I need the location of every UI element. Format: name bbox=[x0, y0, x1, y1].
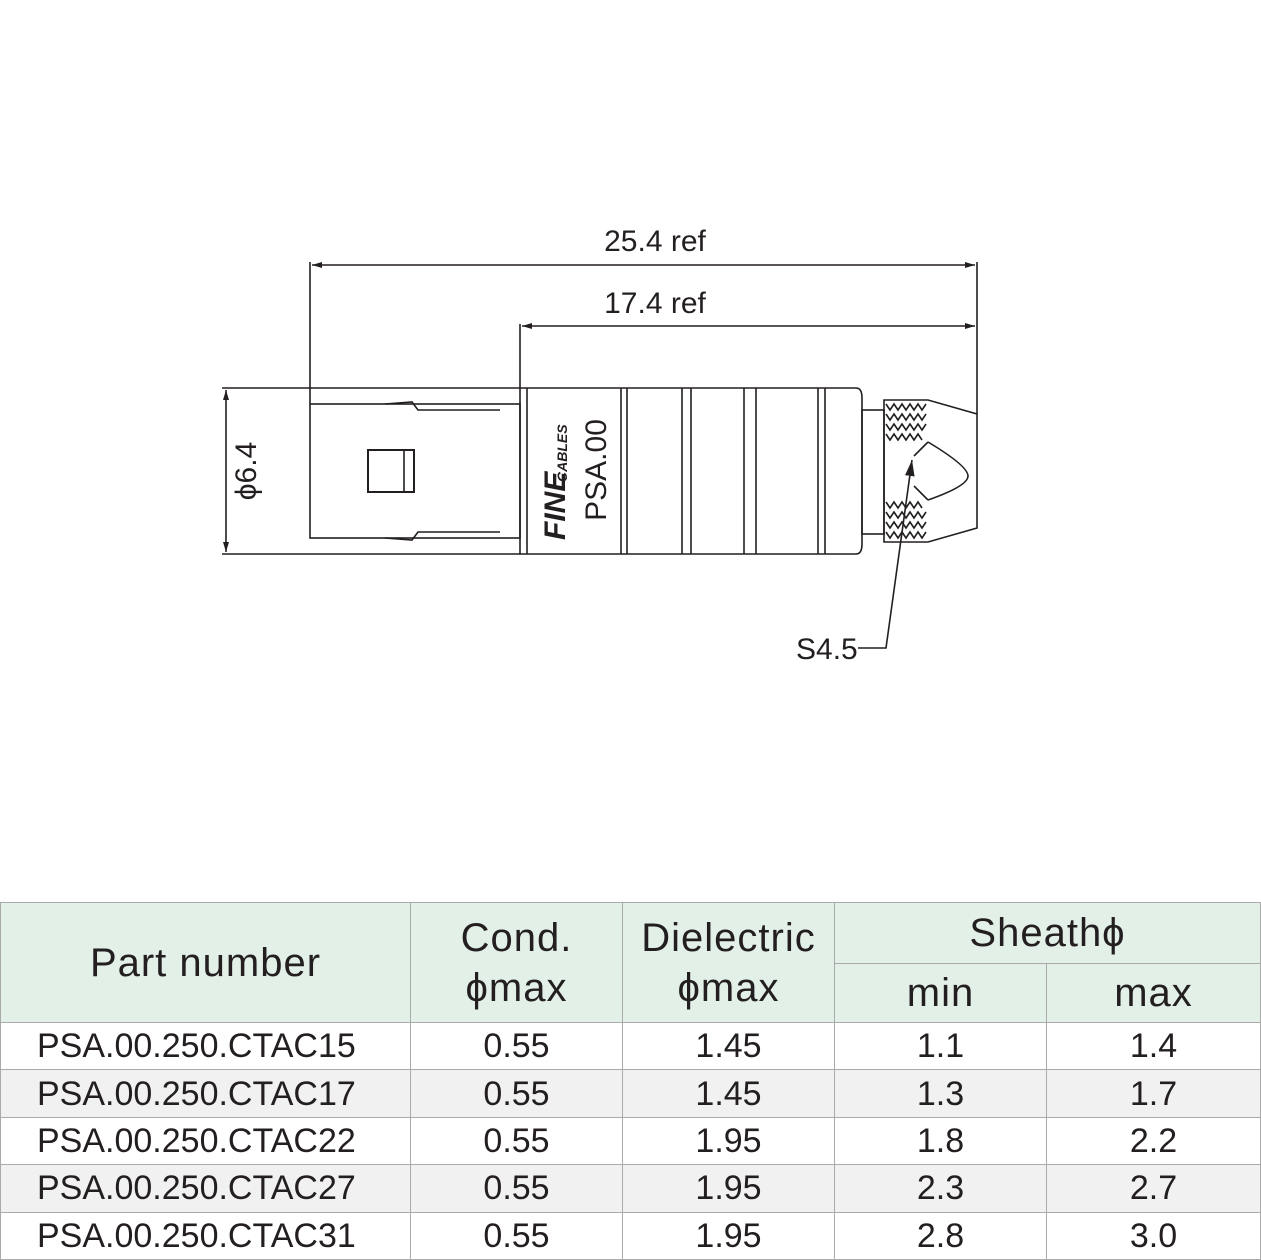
header-part-number: Part number bbox=[1, 903, 411, 1023]
knurling-pattern bbox=[886, 404, 926, 538]
leader-line-wrench bbox=[858, 460, 912, 648]
nut-flat bbox=[928, 442, 968, 500]
header-diel-line2: ϕmax bbox=[677, 965, 780, 1010]
cell-part-number: PSA.00.250.CTAC17 bbox=[1, 1070, 411, 1117]
connector-neck bbox=[862, 410, 884, 534]
table-row bbox=[1, 1117, 1261, 1164]
table-row bbox=[1, 1070, 1261, 1117]
model-label: PSA.00 bbox=[580, 419, 613, 521]
brand-logo-fine: FINE bbox=[539, 471, 572, 540]
cell-sheath-max: 1.7 bbox=[1047, 1070, 1261, 1117]
table-row bbox=[1, 1212, 1261, 1259]
cell-sheath-min: 2.8 bbox=[835, 1212, 1047, 1259]
header-dielectric bbox=[623, 903, 835, 1023]
dimension-label-diameter: ϕ6.4 bbox=[230, 441, 263, 501]
header-diel-line1: Dielectric bbox=[641, 915, 816, 960]
cell-part-number: PSA.00.250.CTAC22 bbox=[1, 1117, 411, 1164]
cell-sheath-max: 1.4 bbox=[1047, 1023, 1261, 1070]
spec-table bbox=[0, 902, 1261, 1260]
header-sheath-min: min bbox=[835, 964, 1047, 1023]
dimension-label-wrench: S4.5 bbox=[796, 633, 858, 666]
nut-flat-tip bbox=[914, 442, 928, 500]
cell-dielectric: 1.95 bbox=[623, 1117, 835, 1164]
cell-dielectric: 1.95 bbox=[623, 1212, 835, 1259]
cell-dielectric: 1.95 bbox=[623, 1165, 835, 1212]
cell-part-number: PSA.00.250.CTAC27 bbox=[1, 1165, 411, 1212]
cell-sheath-min: 2.3 bbox=[835, 1165, 1047, 1212]
brand-logo-cables: CABLES bbox=[554, 424, 570, 482]
header-sheath-max: max bbox=[1047, 964, 1261, 1023]
cell-cond: 0.55 bbox=[411, 1212, 623, 1259]
cell-sheath-max: 2.2 bbox=[1047, 1117, 1261, 1164]
latch-window bbox=[368, 450, 414, 492]
table-row bbox=[1, 1023, 1261, 1070]
cell-sheath-min: 1.3 bbox=[835, 1070, 1047, 1117]
cell-cond: 0.55 bbox=[411, 1165, 623, 1212]
cell-sheath-max: 3.0 bbox=[1047, 1212, 1261, 1259]
cell-cond: 0.55 bbox=[411, 1070, 623, 1117]
cell-dielectric: 1.45 bbox=[623, 1023, 835, 1070]
cell-dielectric: 1.45 bbox=[623, 1070, 835, 1117]
cell-sheath-max: 2.7 bbox=[1047, 1165, 1261, 1212]
dimension-label-body: 17.4 ref bbox=[604, 287, 706, 320]
dimension-label-overall: 25.4 ref bbox=[604, 225, 706, 258]
header-sheath: Sheathϕ bbox=[835, 903, 1261, 964]
header-cond-line1: Cond. bbox=[460, 915, 573, 960]
header-cond bbox=[411, 903, 623, 1023]
table-row bbox=[1, 1165, 1261, 1212]
header-cond-line2: ϕmax bbox=[465, 965, 568, 1010]
cell-sheath-min: 1.8 bbox=[835, 1117, 1047, 1164]
cell-part-number: PSA.00.250.CTAC31 bbox=[1, 1212, 411, 1259]
cell-part-number: PSA.00.250.CTAC15 bbox=[1, 1023, 411, 1070]
cell-sheath-min: 1.1 bbox=[835, 1023, 1047, 1070]
cell-cond: 0.55 bbox=[411, 1117, 623, 1164]
cell-cond: 0.55 bbox=[411, 1023, 623, 1070]
